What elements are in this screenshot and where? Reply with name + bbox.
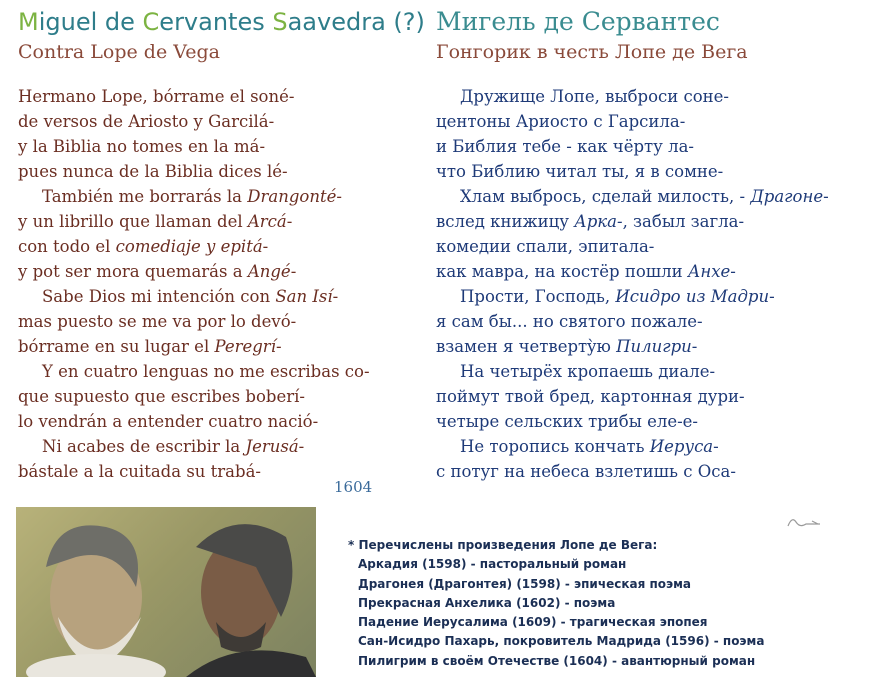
poem-line bbox=[18, 184, 370, 209]
line-text: de versos de Ariosto y Garcilá- bbox=[18, 112, 275, 131]
author-part: iguel de bbox=[38, 8, 143, 36]
portrait-illustration bbox=[16, 507, 316, 677]
poem-line bbox=[436, 234, 829, 259]
poem-line bbox=[436, 384, 829, 409]
spanish-author-title bbox=[18, 8, 428, 36]
poem-line bbox=[436, 359, 829, 384]
russian-poem bbox=[436, 84, 829, 484]
spanish-poem bbox=[18, 84, 370, 484]
poem-line bbox=[18, 109, 370, 134]
line-end: - bbox=[713, 437, 719, 456]
spanish-subtitle: Contra Lope de Vega bbox=[18, 41, 220, 63]
signature-mark bbox=[782, 512, 826, 532]
poem-line bbox=[436, 134, 829, 159]
italic-title: Исидро из Мадри bbox=[615, 287, 770, 306]
line-text: Прости, Господь, bbox=[460, 287, 616, 306]
italic-title: Angé bbox=[247, 262, 291, 281]
line-text: con todo el bbox=[18, 237, 116, 256]
russian-subtitle: Гонгорик в честь Лопе де Вега bbox=[436, 41, 748, 63]
line-end: - bbox=[275, 337, 282, 356]
initial-m: M bbox=[18, 8, 39, 36]
poem-line bbox=[18, 84, 370, 109]
author-part: aavedra (?) bbox=[287, 8, 425, 36]
line-text: Y en cuatro lenguas no me escribas co- bbox=[42, 362, 370, 381]
line-text: Не торопись кончать bbox=[460, 437, 650, 456]
line-text: поймут твой бред, картонная дури- bbox=[436, 387, 745, 406]
poem-line bbox=[18, 384, 370, 409]
russian-header bbox=[436, 0, 866, 64]
poem-line bbox=[18, 209, 370, 234]
line-text: que supuesto que escribes boberí- bbox=[18, 387, 305, 406]
note-item: Падение Иерусалима (1609) - трагическая эпопея bbox=[358, 615, 708, 630]
line-text: pues nunca de la Biblia dices lé- bbox=[18, 162, 288, 181]
italic-title: Jerusá bbox=[245, 437, 299, 456]
line-end: - bbox=[769, 287, 775, 306]
note-item: Сан-Исидро Пахарь, покровитель Мадрида (1596) - поэма bbox=[358, 634, 765, 649]
poem-line bbox=[18, 309, 370, 334]
line-text: También me borrarás la bbox=[42, 187, 248, 206]
poem-line bbox=[18, 159, 370, 184]
line-text: lo vendrán a entender cuatro nació- bbox=[18, 412, 319, 431]
line-text: вслед книжицу bbox=[436, 212, 575, 231]
line-text: четыре сельских трибы еле-е- bbox=[436, 412, 699, 431]
initial-s: S bbox=[272, 8, 288, 36]
line-text: y pot ser mora quemarás a bbox=[18, 262, 248, 281]
line-text: что Библию читал ты, я в сомне- bbox=[436, 162, 724, 181]
note-item: Прекрасная Анхелика (1602) - поэма bbox=[358, 595, 616, 610]
poem-line bbox=[18, 134, 370, 159]
poem-line bbox=[436, 459, 829, 484]
line-text: bórrame en su lugar el bbox=[18, 337, 215, 356]
italic-title: Arcá bbox=[247, 212, 287, 231]
italic-title: Анхе bbox=[687, 262, 731, 281]
notes-heading: * Перечислены произведения Лопе де Вега: bbox=[348, 538, 658, 552]
portrait-image bbox=[16, 507, 316, 677]
note-item: Драгонея (Драгонтея) (1598) - эпическая поэма bbox=[358, 576, 692, 591]
line-end: - bbox=[823, 187, 829, 206]
line-text: Ni acabes de escribir la bbox=[42, 437, 246, 456]
line-text: y la Biblia no tomes en la má- bbox=[18, 137, 266, 156]
poem-line bbox=[436, 184, 829, 209]
poem-line bbox=[436, 84, 829, 109]
line-end: - bbox=[730, 262, 736, 281]
line-end: - bbox=[691, 337, 698, 356]
line-text: Хлам выбрось, сделай милость, - bbox=[460, 187, 751, 206]
line-end: - bbox=[290, 262, 297, 281]
poem-line bbox=[436, 409, 829, 434]
line-text: и Библия тебе - как чёрту ла- bbox=[436, 137, 695, 156]
line-text: Дружище Лопе, выброси соне- bbox=[460, 87, 730, 106]
poem-line bbox=[18, 359, 370, 384]
poem-year: 1604 bbox=[334, 478, 373, 496]
italic-title: San Isí bbox=[275, 287, 333, 306]
line-text: комедии спали, эпитала- bbox=[436, 237, 655, 256]
poem-line bbox=[18, 234, 370, 259]
italic-title: Drangonté bbox=[247, 187, 337, 206]
works-notes bbox=[348, 536, 764, 671]
poem-line bbox=[436, 209, 829, 234]
italic-title: Драгоне bbox=[750, 187, 824, 206]
poem-line bbox=[436, 434, 829, 459]
line-text: mas puesto se me va por lo devó- bbox=[18, 312, 297, 331]
line-end: - bbox=[336, 187, 342, 206]
italic-title: Пилигри bbox=[616, 337, 692, 356]
line-text: y un librillo que llaman del bbox=[18, 212, 248, 231]
author-part: ervantes bbox=[159, 8, 273, 36]
line-end: , забыл загла- bbox=[622, 212, 745, 231]
poem-line bbox=[436, 259, 829, 284]
poem-line bbox=[436, 109, 829, 134]
poem-line bbox=[18, 334, 370, 359]
russian-author-title: Мигель де Сервантес bbox=[436, 7, 720, 36]
poem-line bbox=[436, 334, 829, 359]
line-end: - bbox=[262, 237, 269, 256]
line-text: как мавра, на костёр пошли bbox=[436, 262, 688, 281]
poem-line bbox=[436, 159, 829, 184]
poem-line bbox=[18, 284, 370, 309]
italic-title: Peregrí bbox=[214, 337, 276, 356]
italic-title: comediaje y epitá bbox=[115, 237, 263, 256]
poem-line bbox=[436, 309, 829, 334]
poem-line bbox=[18, 459, 370, 484]
note-item: Аркадия (1598) - пасторальный роман bbox=[358, 557, 627, 572]
line-end: - bbox=[298, 437, 305, 456]
poem-line bbox=[436, 284, 829, 309]
line-text: взамен я четвертỳю bbox=[436, 337, 617, 356]
line-text: с потуг на небеса взлетишь с Оса- bbox=[436, 462, 736, 481]
initial-c: C bbox=[142, 8, 160, 36]
italic-title: Иеруса bbox=[649, 437, 714, 456]
poem-line bbox=[18, 259, 370, 284]
line-text: я сам бы... но святого пожале- bbox=[436, 312, 703, 331]
poem-line bbox=[18, 434, 370, 459]
note-item: Пилигрим в своём Отечестве (1604) - авантюрный роман bbox=[358, 653, 756, 668]
line-text: Hermano Lope, bórrame el soné- bbox=[18, 87, 295, 106]
line-end: - bbox=[332, 287, 339, 306]
line-text: bástale a la cuitada su trabá- bbox=[18, 462, 261, 481]
line-text: Sabe Dios mi intención con bbox=[42, 287, 276, 306]
poem-line bbox=[18, 409, 370, 434]
line-text: На четырёх кропаешь диале- bbox=[460, 362, 716, 381]
line-end: - bbox=[286, 212, 293, 231]
line-text: центоны Ариосто с Гарсила- bbox=[436, 112, 686, 131]
spanish-header bbox=[18, 0, 428, 64]
italic-title: Арка- bbox=[574, 212, 623, 231]
